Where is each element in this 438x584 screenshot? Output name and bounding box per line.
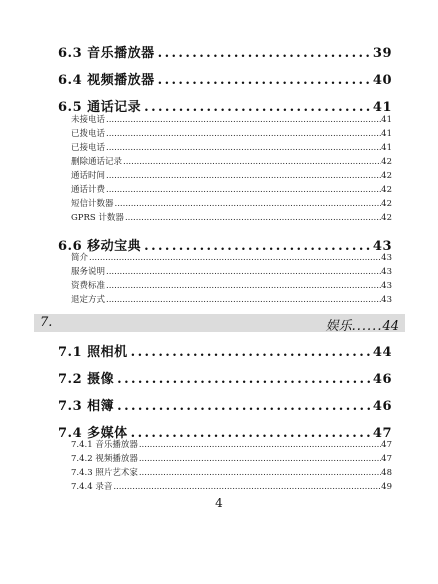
toc-subentry-title: GPRS 计数器 [71, 213, 124, 223]
toc-entry-page: 46 [372, 372, 392, 387]
dot-leader [138, 440, 381, 450]
chapter-page: 44 [382, 319, 399, 334]
dot-leader [114, 399, 373, 414]
toc-subentry-page: 41 [381, 143, 392, 153]
toc-subentry-title: 通话计费 [71, 185, 106, 195]
dot-leader [105, 143, 381, 153]
toc-entry-page: 39 [372, 46, 392, 61]
toc-subentry-page: 43 [381, 253, 392, 263]
toc-subentry-title: 服务说明 [71, 267, 106, 277]
toc-subentry-page: 49 [381, 482, 392, 492]
toc-subentry[interactable] [71, 197, 392, 209]
toc-subentry[interactable] [71, 466, 392, 478]
toc-entry-title: 7.2 摄像 [58, 372, 115, 387]
toc-subentry-page: 42 [381, 199, 392, 209]
toc-entry-title: 7.3 相簿 [58, 399, 115, 414]
toc-subentry-page: 43 [381, 281, 392, 291]
toc-subentry-page: 47 [381, 454, 392, 464]
page-number: 4 [215, 496, 223, 510]
toc-entry-title: 6.5 通话记录 [58, 100, 142, 115]
toc-subentry-title: 短信计数器 [71, 199, 114, 209]
toc-subentry-title: 7.4.3 照片艺术家 [71, 468, 138, 478]
toc-entry-title: 6.3 音乐播放器 [58, 46, 155, 61]
toc-entry-page: 40 [372, 73, 392, 88]
toc-subentry-title: 未接电话 [71, 115, 106, 125]
toc-subentry[interactable] [71, 251, 392, 263]
dot-leader [105, 267, 381, 277]
dot-leader [155, 73, 373, 88]
toc-subentry-page: 42 [381, 171, 392, 181]
toc-subentry[interactable] [71, 127, 392, 139]
toc-subentry[interactable] [71, 279, 392, 291]
toc-entry-page: 41 [372, 100, 392, 115]
toc-entry-title: 7.4 多媒体 [58, 426, 128, 441]
chapter-number: 7. [40, 315, 53, 330]
toc-entry-7-3[interactable] [58, 395, 392, 414]
toc-entry-7-1[interactable] [58, 341, 392, 360]
toc-subentry-page: 48 [381, 468, 392, 478]
toc-subentry[interactable] [71, 183, 392, 195]
toc-subentry-title: 通话时间 [71, 171, 106, 181]
dot-leader [128, 345, 373, 360]
toc-chapter-7[interactable] [34, 314, 405, 332]
dot-leader [88, 253, 381, 263]
toc-entry-7-2[interactable] [58, 368, 392, 387]
toc-subentry-title: 7.4.2 视频播放器 [71, 454, 138, 464]
toc-subentry[interactable] [71, 293, 392, 305]
dot-leader [105, 129, 381, 139]
toc-subentry-page: 42 [381, 213, 392, 223]
dot-leader [105, 115, 381, 125]
toc-subentry[interactable] [71, 141, 392, 153]
toc-subentry-title: 已接电话 [71, 143, 106, 153]
dot-leader [105, 295, 381, 305]
toc-entry-page: 46 [372, 399, 392, 414]
toc-subentry[interactable] [71, 480, 392, 492]
toc-subentry[interactable] [71, 155, 392, 167]
dot-leader [124, 213, 381, 223]
toc-subentry-page: 41 [381, 115, 392, 125]
toc-subentry-title: 7.4.1 音乐播放器 [71, 440, 138, 450]
toc-subentry-title: 7.4.4 录音 [71, 482, 113, 492]
toc-subentry[interactable] [71, 211, 392, 223]
toc-entry-page: 47 [372, 426, 392, 441]
chapter-title: 娱乐 [325, 319, 352, 334]
dot-leader [114, 199, 382, 209]
toc-subentry-title: 资费标准 [71, 281, 106, 291]
toc-entry-title: 6.4 视频播放器 [58, 73, 155, 88]
dot-leader [155, 46, 373, 61]
toc-subentry[interactable] [71, 113, 392, 125]
dot-leader [138, 454, 381, 464]
toc-subentry[interactable] [71, 265, 392, 277]
dot-leader [112, 482, 381, 492]
toc-subentry-title: 退定方式 [71, 295, 106, 305]
toc-subentry-page: 43 [381, 267, 392, 277]
toc-subentry-title: 删除通话记录 [71, 157, 123, 167]
toc-entry-title: 7.1 照相机 [58, 345, 128, 360]
toc-entry-page: 44 [372, 345, 392, 360]
toc-subentry-page: 47 [381, 440, 392, 450]
dot-leader [122, 157, 381, 167]
toc-subentry-page: 42 [381, 185, 392, 195]
toc-subentry-page: 43 [381, 295, 392, 305]
toc-subentry-title: 已拨电话 [71, 129, 106, 139]
toc-entry-page: 43 [372, 239, 392, 254]
dot-leader [114, 372, 373, 387]
toc-subentry[interactable] [71, 452, 392, 464]
dot-leader [105, 185, 381, 195]
toc-subentry[interactable] [71, 438, 392, 450]
toc-subentry-page: 42 [381, 157, 392, 167]
toc-entry-6-4[interactable] [58, 69, 392, 88]
chapter-heading [326, 315, 399, 334]
toc-subentry-title: 简介 [71, 253, 89, 263]
toc-entry-title: 6.6 移动宝典 [58, 239, 142, 254]
toc-entry-6-3[interactable] [58, 42, 392, 61]
toc-subentry[interactable] [71, 169, 392, 181]
dot-leader [105, 171, 381, 181]
dot-leader: ...... [351, 319, 383, 334]
dot-leader [105, 281, 381, 291]
toc-subentry-page: 41 [381, 129, 392, 139]
dot-leader [138, 468, 381, 478]
